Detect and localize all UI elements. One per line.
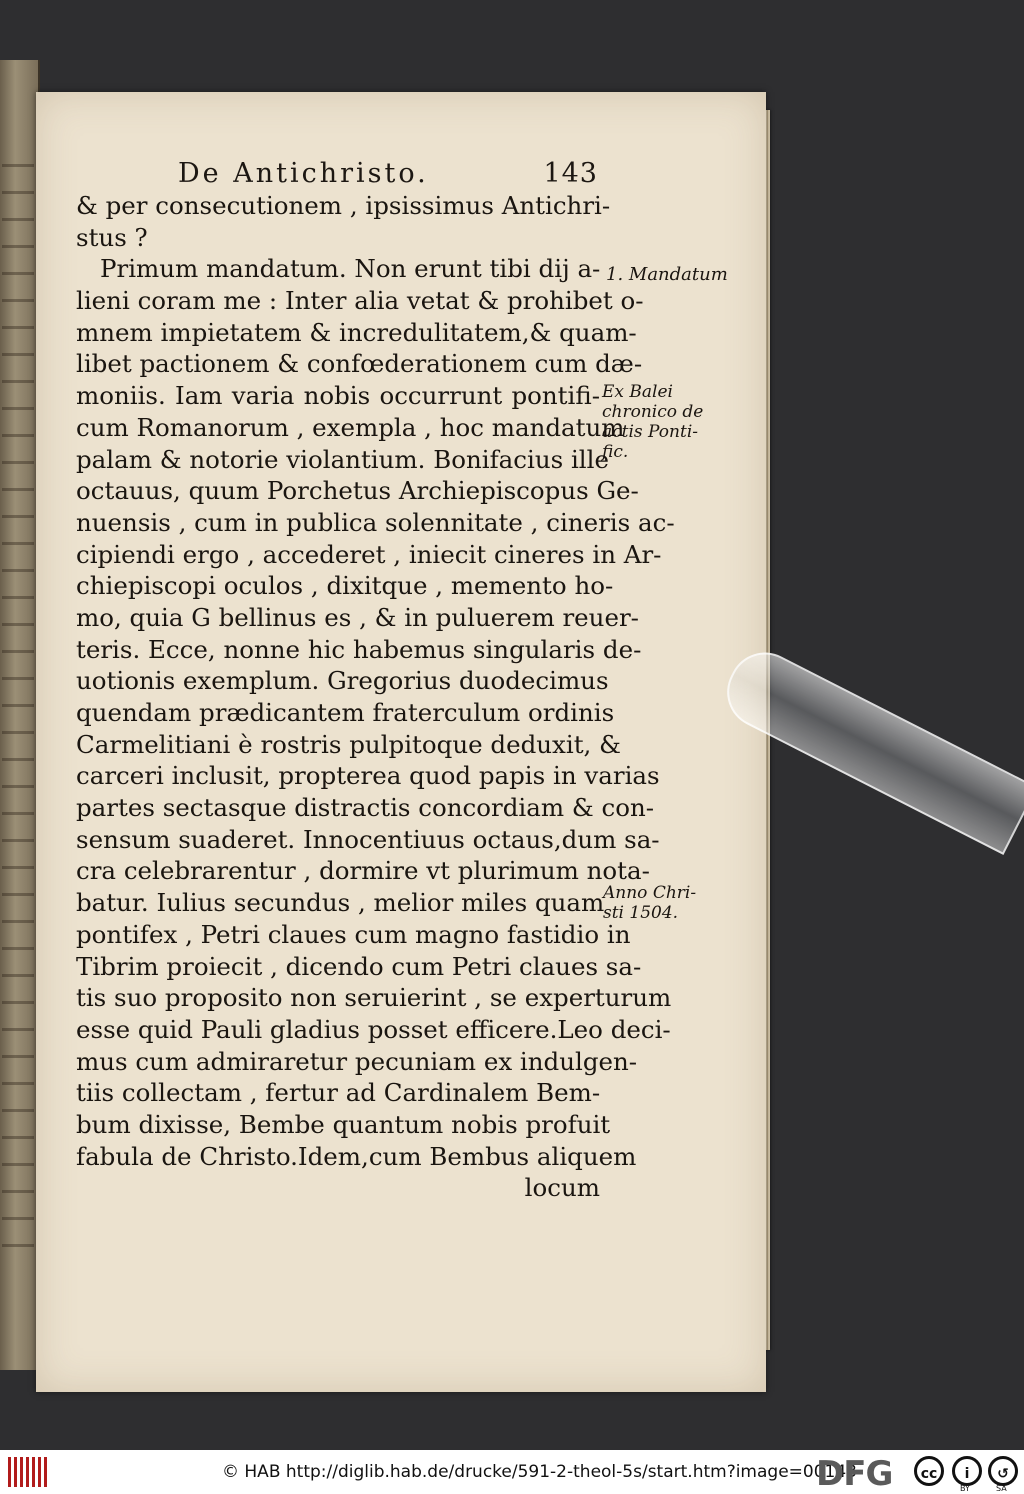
text-line: sensum suaderet. Innocentiuus octaus,dum sa-: [76, 824, 660, 854]
by-license-icon[interactable]: i: [952, 1456, 982, 1486]
text-line: palam & notorie violantium. Bonifacius ille: [76, 444, 609, 474]
text-line: octauus, quum Porchetus Archiepiscopus Ge-: [76, 476, 639, 506]
running-head: De Antichristo.: [178, 158, 429, 189]
margin-note-year: [603, 883, 696, 923]
text-line: & per consecutionem , ipsissimus Antichri-: [76, 191, 611, 220]
text-line: lieni coram me : Inter alia vetat & prohibet o-: [76, 286, 644, 316]
text-line: bum dixisse, Bembe quantum nobis profuit: [76, 1109, 611, 1139]
text-line: pontifex , Petri claues cum magno fastidio in: [76, 919, 631, 949]
previous-page-edge: [0, 60, 40, 1370]
page-header: [178, 158, 598, 194]
margin-note-line: chronico de: [602, 402, 704, 422]
sa-label: SA: [996, 1484, 1007, 1493]
margin-note-line: actis Ponti-: [602, 422, 698, 442]
text-line: uotionis exemplum. Gregorius duodecimus: [76, 666, 609, 696]
cc-license-icon[interactable]: cc: [914, 1456, 944, 1486]
text-line: carceri inclusit, propterea quod papis in varias: [76, 761, 660, 791]
text-line: chiepiscopi oculos , dixitque , memento ho-: [76, 571, 614, 601]
text-line: Carmelitiani è rostris pulpitoque deduxit, &: [76, 729, 621, 759]
sa-license-icon[interactable]: ↺: [988, 1456, 1018, 1486]
text-line: Tibrim proiecit , dicendo cum Petri claues sa-: [76, 951, 642, 981]
text-line: partes sectasque distractis concordiam & con-: [76, 793, 654, 823]
text-line: cra celebrarentur , dormire vt plurimum nota-: [76, 856, 650, 886]
footer-bar: [0, 1450, 1024, 1494]
text-line: nuensis , cum in publica solennitate , cineris ac-: [76, 507, 675, 537]
margin-note-source: [602, 382, 703, 462]
text-line: mo, quia G bellinus es , & in puluerem reuer-: [76, 602, 639, 632]
text-line: moniis. Iam varia nobis occurrunt pontifi-: [76, 381, 600, 411]
margin-note-line: Anno Chri-: [603, 883, 697, 903]
margin-note-line: sti 1504.: [603, 903, 679, 923]
margin-note-mandatum: 1. Mandatum: [606, 264, 728, 285]
previous-page-text-fragment: [2, 150, 34, 1270]
by-label: BY: [960, 1484, 970, 1493]
text-line: mus cum admiraretur pecuniam ex indulgen-: [76, 1046, 638, 1076]
text-line: tiis collectam , fertur ad Cardinalem Bem-: [76, 1078, 601, 1108]
dfg-logo: DFG: [816, 1454, 893, 1494]
text-line: quendam prædicantem fraterculum ordinis: [76, 698, 615, 727]
text-line: cipiendi ergo , accederet , iniecit cineres in Ar-: [76, 539, 662, 569]
text-line: batur. Iulius secundus , melior miles quam: [76, 888, 605, 918]
margin-note-line: Ex Balei: [602, 382, 673, 402]
text-line: esse quid Pauli gladius posset efficere.Leo deci-: [76, 1014, 671, 1044]
hab-logo-icon: [8, 1457, 48, 1487]
text-line: tis suo proposito non seruierint , se experturum: [76, 983, 672, 1013]
catchword: locum: [524, 1173, 600, 1203]
text-line: Primum mandatum. Non erunt tibi dij a-: [100, 254, 601, 284]
text-line: stus ?: [76, 222, 148, 252]
text-line: fabula de Christo.Idem,cum Bembus aliquem: [76, 1141, 637, 1171]
text-line: teris. Ecce, nonne hic habemus singularis de-: [76, 634, 642, 664]
margin-note-line: fic.: [602, 442, 629, 462]
copyright-url[interactable]: © HAB http://diglib.hab.de/drucke/591-2-theol-5s/start.htm?image=00143: [222, 1462, 857, 1482]
text-line: libet pactionem & confœderationem cum dæ-: [76, 349, 643, 379]
text-line: mnem impietatem & incredulitatem,& quam-: [76, 317, 637, 347]
page-number: 143: [543, 158, 598, 189]
text-line: cum Romanorum , exempla , hoc mandatum: [76, 412, 625, 442]
